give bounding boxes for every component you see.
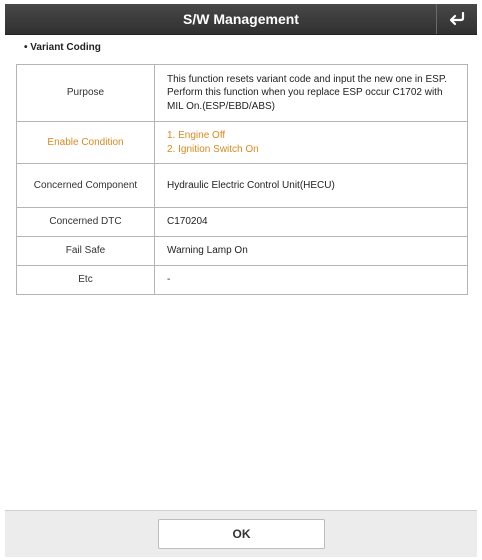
ok-button[interactable]: OK: [158, 519, 325, 549]
table-row: [17, 122, 468, 164]
row-value-etc: -: [155, 266, 468, 295]
page-title: S/W Management: [183, 11, 299, 27]
table-row: [17, 237, 468, 266]
section-title: • Variant Coding: [24, 42, 101, 53]
row-value-concerned-dtc: C170204: [155, 208, 468, 237]
title-bar: [5, 4, 477, 35]
row-label-fail-safe: Fail Safe: [17, 237, 155, 266]
row-value-enable-condition: [155, 122, 468, 164]
row-label-concerned-dtc: Concerned DTC: [17, 208, 155, 237]
row-value-concerned-component: Hydraulic Electric Control Unit(HECU): [155, 164, 468, 208]
row-label-concerned-component: Concerned Component: [17, 164, 155, 208]
row-label-purpose: Purpose: [17, 65, 155, 122]
row-label-etc: Etc: [17, 266, 155, 295]
table-row: [17, 164, 468, 208]
row-value-purpose: This function resets variant code and input the new one in ESP. Perform this function when you replace ESP occur C1702 with MIL On.(ESP/EBD/ABS): [155, 65, 468, 122]
table-row: [17, 266, 468, 295]
return-arrow-icon: [448, 12, 466, 26]
row-label-enable-condition: Enable Condition: [17, 122, 155, 164]
table-row: [17, 208, 468, 237]
back-button[interactable]: [436, 4, 477, 34]
footer-bar: [5, 510, 477, 557]
enable-condition-line: 2. Ignition Switch On: [167, 143, 259, 155]
info-table: [16, 64, 468, 295]
row-value-fail-safe: Warning Lamp On: [155, 237, 468, 266]
enable-condition-line: 1. Engine Off: [167, 130, 226, 141]
table-row: [17, 65, 468, 122]
